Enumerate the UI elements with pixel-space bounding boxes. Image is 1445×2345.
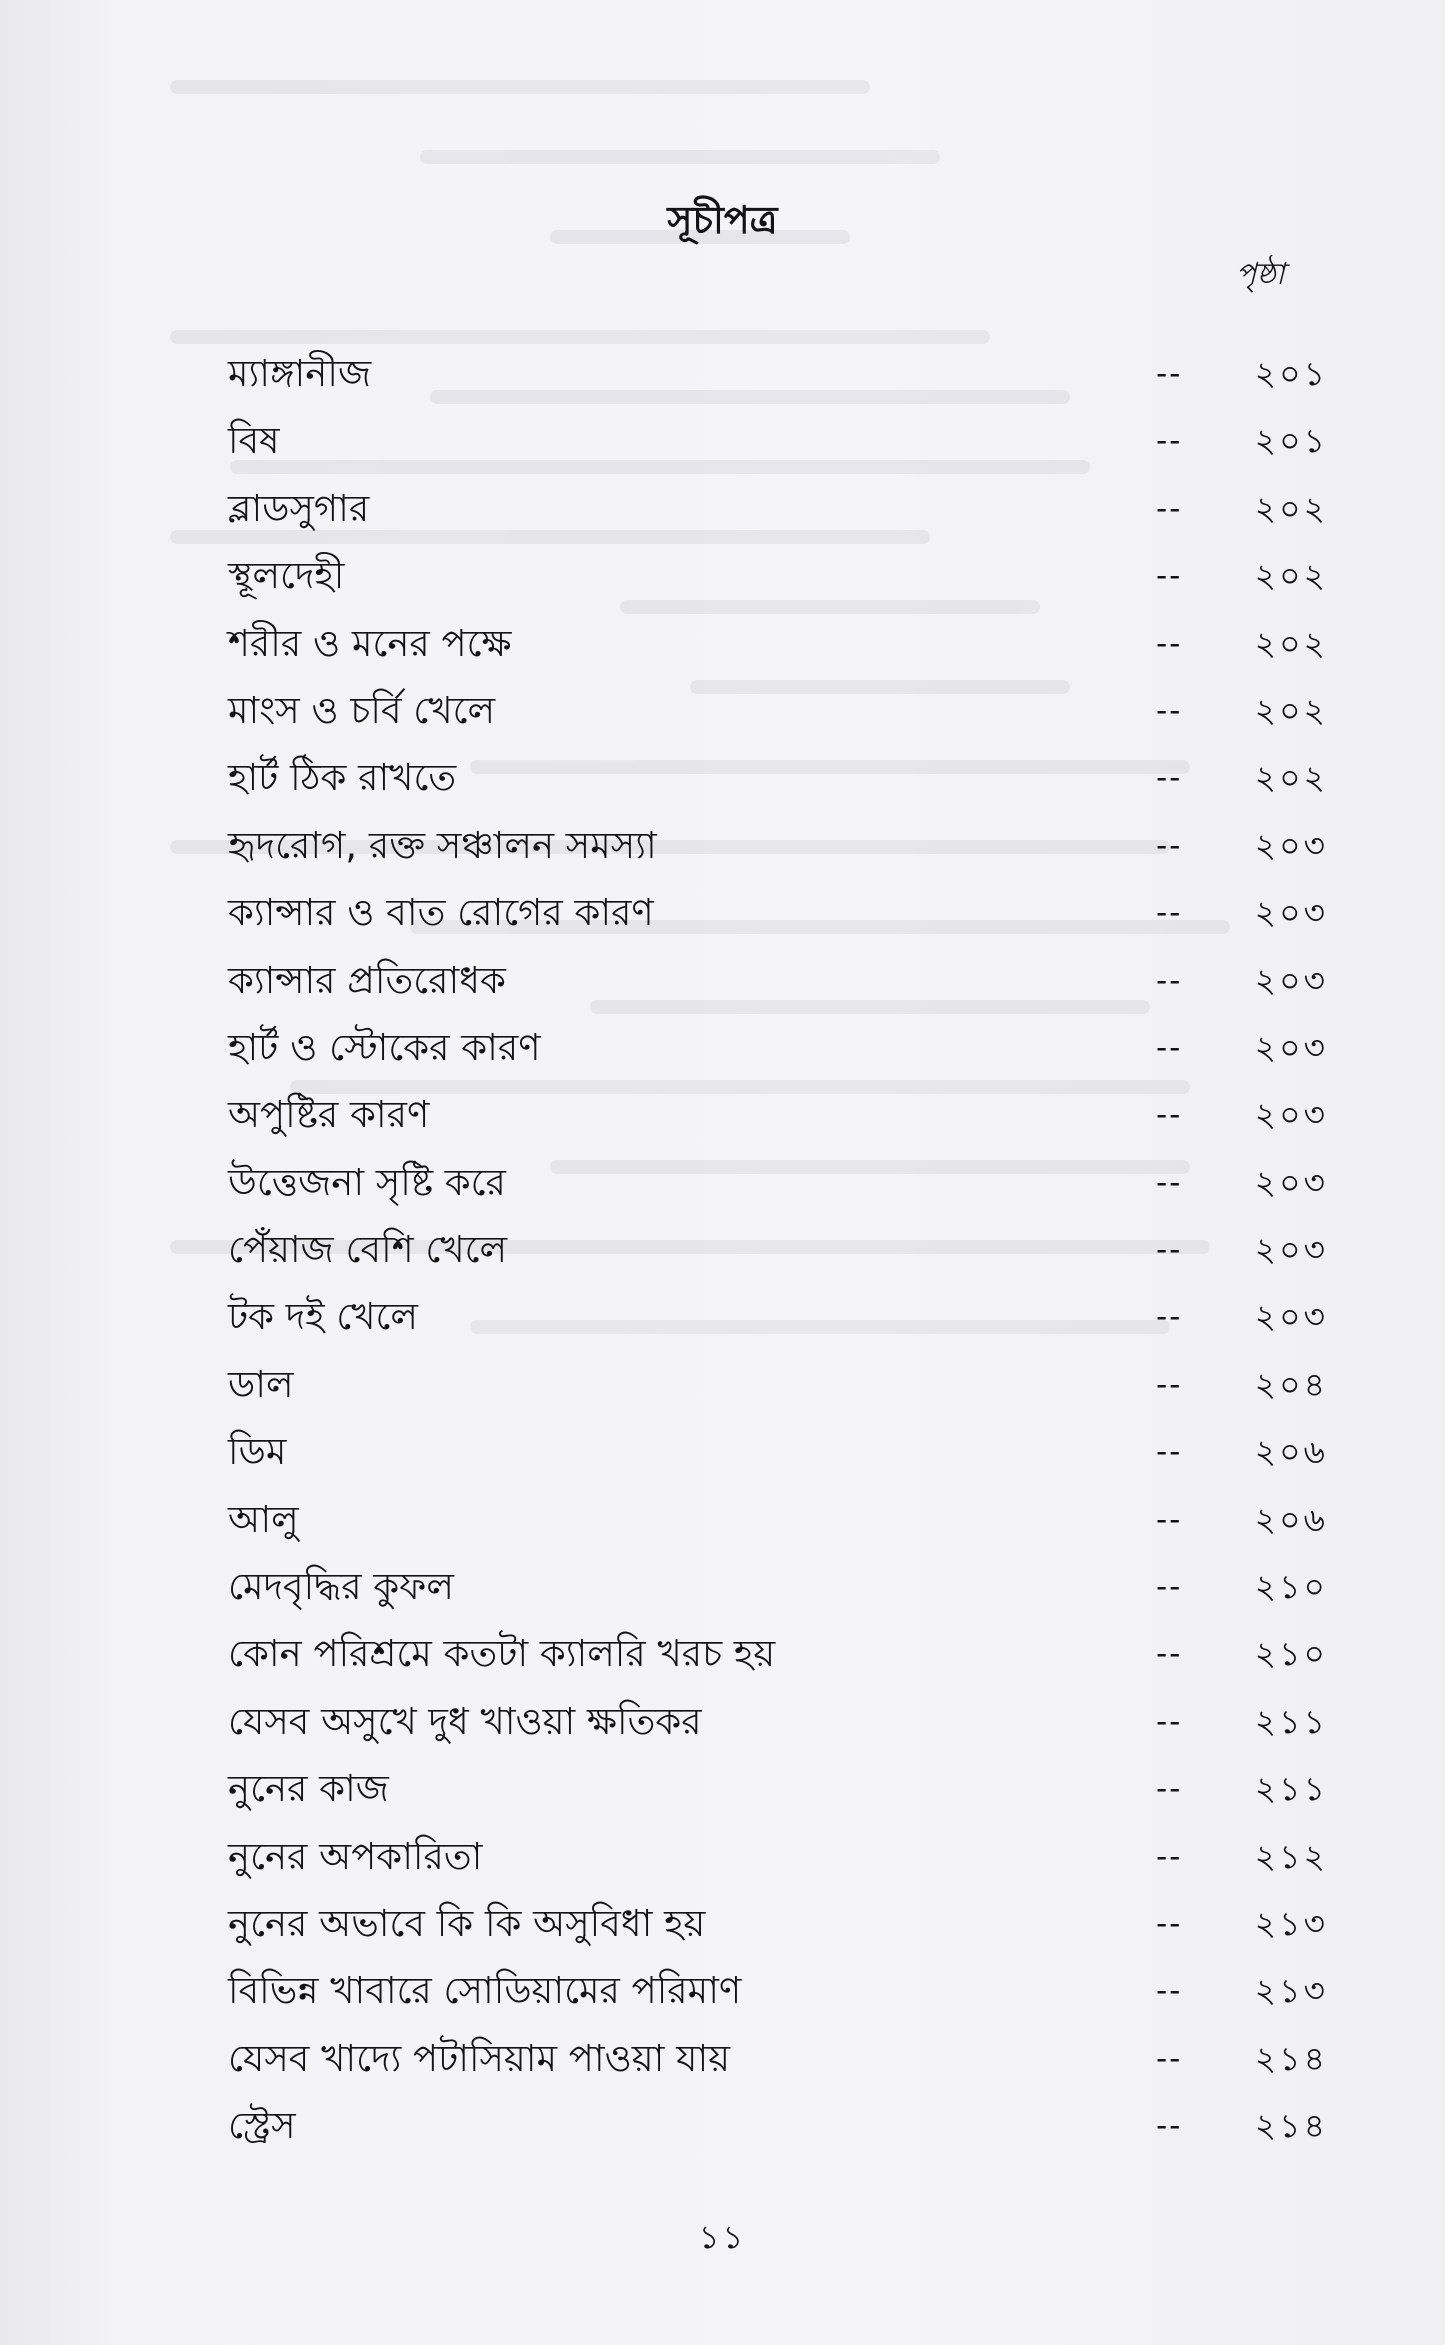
page-column-label: পৃষ্ঠা [1236, 257, 1285, 292]
toc-entry-page: ২০২ [1254, 623, 1328, 663]
page-number: ১১ [698, 2218, 747, 2256]
toc-entry-separator: -- [1156, 1838, 1183, 1875]
toc-entry-title: বিভিন্ন খাবারে সোডিয়ামের পরিমাণ [228, 1969, 742, 2013]
toc-entry-separator: -- [1156, 558, 1183, 595]
toc-entry-title: যেসব খাদ্যে পটাসিয়াম পাওয়া যায় [228, 2036, 731, 2080]
toc-entry [228, 2097, 1328, 2164]
toc-entry-separator: -- [1156, 1029, 1183, 1066]
toc-entry [228, 1828, 1328, 1895]
toc-entry-page: ২১১ [1254, 1769, 1328, 1809]
toc-entry-separator: -- [1156, 827, 1183, 864]
toc-entry-page: ২০৩ [1254, 825, 1328, 865]
toc-entry-separator: -- [1156, 1232, 1183, 1269]
toc-entry-page: ২০২ [1254, 488, 1328, 528]
toc-entry-page: ২০৩ [1254, 1027, 1328, 1067]
toc-entry-separator: -- [1156, 760, 1183, 797]
toc-entry-page: ২১১ [1254, 1701, 1328, 1741]
toc-entry-separator: -- [1156, 1434, 1183, 1471]
toc-entry [228, 1491, 1328, 1558]
toc-entry-separator: -- [1156, 1097, 1183, 1134]
toc-entry-separator: -- [1156, 2108, 1183, 2145]
toc-entry-page: ২০৪ [1254, 1364, 1328, 1404]
toc-entry-title: যেসব অসুখে দুধ খাওয়া ক্ষতিকর [228, 1699, 702, 1743]
toc-entry-separator: -- [1156, 1366, 1183, 1403]
toc-entry-title: ক্যান্সার ও বাত রোগের কারণ [228, 891, 654, 935]
toc-entry-title: বিষ [228, 419, 280, 463]
toc-entry-title: নুনের অভাবে কি কি অসুবিধা হয় [228, 1901, 706, 1945]
toc-entry [228, 1221, 1328, 1288]
toc-entry-separator: -- [1156, 1164, 1183, 1201]
toc-entry [228, 1086, 1328, 1153]
toc-entry-separator: -- [1156, 423, 1183, 460]
toc-entry-page: ২১০ [1254, 1634, 1328, 1674]
toc-entry-title: পেঁয়াজ বেশি খেলে [228, 1228, 508, 1272]
toc-list [228, 345, 1328, 2165]
toc-entry-page: ২০৬ [1254, 1432, 1328, 1472]
toc-entry-title: মেদবৃদ্ধির কুফল [228, 1565, 454, 1609]
toc-entry-page: ২০১ [1254, 421, 1328, 461]
contents-heading: সূচীপত্র [667, 198, 778, 242]
toc-entry-title: টক দই খেলে [228, 1295, 418, 1339]
toc-entry [228, 1625, 1328, 1692]
toc-entry-title: স্ট্রেস [228, 2104, 296, 2148]
toc-entry-title: নুনের অপকারিতা [228, 1834, 483, 1878]
toc-entry-title: ক্যান্সার প্রতিরোধক [228, 958, 506, 1002]
toc-entry [228, 1558, 1328, 1625]
toc-entry-separator: -- [1156, 1905, 1183, 1942]
toc-entry [228, 682, 1328, 749]
toc-entry-separator: -- [1156, 356, 1183, 392]
toc-entry-page: ২১২ [1254, 1836, 1328, 1876]
toc-entry-title: স্থূলদেহী [228, 554, 345, 598]
toc-entry [228, 749, 1328, 816]
toc-entry-page: ২০৩ [1254, 1230, 1328, 1270]
toc-entry-page: ২১০ [1254, 1567, 1328, 1607]
toc-entry [228, 1423, 1328, 1490]
toc-entry [228, 2030, 1328, 2097]
toc-entry-page: ২০১ [1254, 354, 1328, 393]
toc-entry-page: ২০২ [1254, 690, 1328, 730]
toc-entry [228, 1760, 1328, 1827]
toc-entry-title: নুনের কাজ [228, 1767, 389, 1811]
toc-entry-title: অপুষ্টির কারণ [228, 1093, 430, 1137]
toc-entry-page: ২১৪ [1254, 2106, 1328, 2146]
toc-entry-separator: -- [1156, 895, 1183, 932]
toc-entry-separator: -- [1156, 2040, 1183, 2077]
toc-entry-title: ম্যাঙ্গানীজ [228, 352, 372, 395]
toc-entry [228, 1288, 1328, 1355]
toc-entry-separator: -- [1156, 1569, 1183, 1606]
toc-entry-page: ২০৩ [1254, 1162, 1328, 1202]
toc-entry [228, 1693, 1328, 1760]
toc-entry-separator: -- [1156, 625, 1183, 662]
toc-entry-page: ২০২ [1254, 758, 1328, 798]
toc-entry-page: ২১৪ [1254, 2038, 1328, 2078]
toc-entry-separator: -- [1156, 962, 1183, 999]
toc-entry [228, 547, 1328, 614]
toc-entry-title: হৃদরোগ, রক্ত সঞ্চালন সমস্যা [228, 823, 657, 867]
toc-entry [228, 412, 1328, 479]
toc-entry-title: ডিম [228, 1430, 287, 1474]
toc-entry-title: উত্তেজনা সৃষ্টি করে [228, 1160, 506, 1204]
toc-entry-page: ২০৩ [1254, 1297, 1328, 1337]
toc-entry-page: ২০৩ [1254, 1095, 1328, 1135]
toc-entry [228, 345, 1328, 412]
toc-entry-title: শরীর ও মনের পক্ষে [228, 621, 512, 665]
toc-entry-page: ২১৩ [1254, 1971, 1328, 2011]
toc-entry [228, 952, 1328, 1019]
toc-entry-separator: -- [1156, 692, 1183, 729]
toc-entry-title: কোন পরিশ্রমে কতটা ক্যালরি খরচ হয় [228, 1632, 776, 1676]
toc-entry-separator: -- [1156, 1299, 1183, 1336]
toc-entry-separator: -- [1156, 1771, 1183, 1808]
toc-entry [228, 1019, 1328, 1086]
toc-entry-page: ২০৩ [1254, 893, 1328, 933]
toc-entry [228, 615, 1328, 682]
toc-entry-title: মাংস ও চর্বি খেলে [228, 688, 496, 732]
toc-entry-title: আলু [228, 1497, 299, 1541]
toc-entry [228, 1895, 1328, 1962]
toc-entry-title: হার্ট ঠিক রাখতে [228, 756, 457, 800]
toc-entry-separator: -- [1156, 1973, 1183, 2010]
toc-entry [228, 1356, 1328, 1423]
toc-entry-separator: -- [1156, 1703, 1183, 1740]
toc-entry-title: ডাল [228, 1362, 294, 1406]
toc-entry-page: ২০২ [1254, 556, 1328, 596]
toc-entry-title: হার্ট ও স্টোকের কারণ [228, 1025, 541, 1069]
toc-entry-page: ২১৩ [1254, 1903, 1328, 1943]
toc-entry-page: ২০৬ [1254, 1499, 1328, 1539]
toc-entry-title: ব্লাডসুগার [228, 486, 370, 530]
toc-entry-separator: -- [1156, 1636, 1183, 1673]
toc-entry [228, 1962, 1328, 2029]
toc-entry [228, 480, 1328, 547]
toc-entry [228, 884, 1328, 951]
toc-entry-separator: -- [1156, 1501, 1183, 1538]
toc-entry-page: ২০৩ [1254, 960, 1328, 1000]
toc-entry [228, 817, 1328, 884]
toc-entry-separator: -- [1156, 490, 1183, 527]
toc-entry [228, 1154, 1328, 1221]
